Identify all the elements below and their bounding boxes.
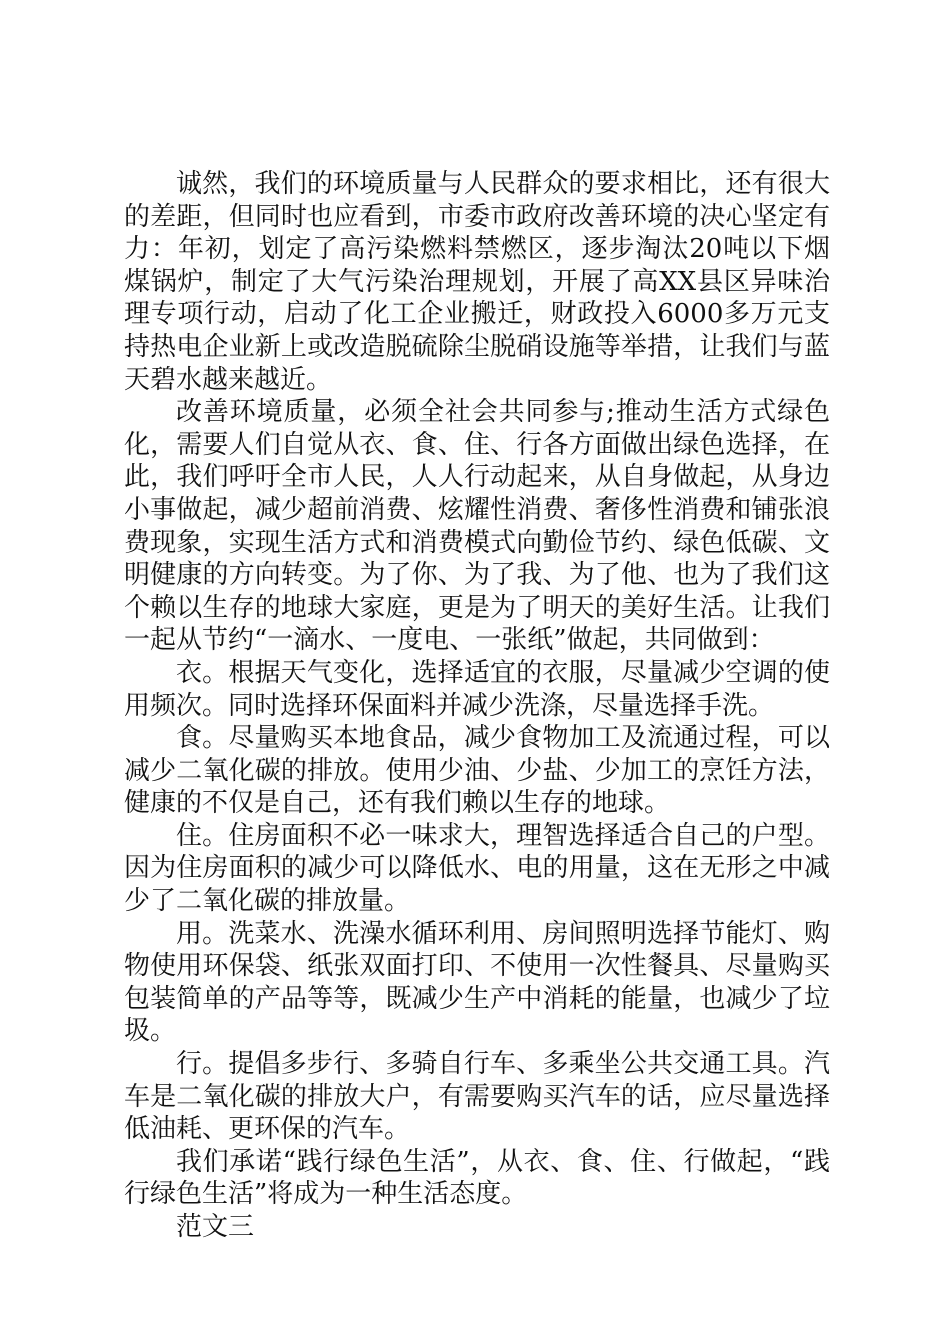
paragraph-environment-progress: 诚然，我们的环境质量与人民群众的要求相比，还有很大的差距，但同时也应看到，市委市政府改善环境的决心坚定有力：年初，划定了高污染燃料禁燃区，逐步淘汰20吨以下烟煤锅炉，制定了大气污染治理规划，开展了高XX县区异味治理专项行动，启动了化工企业搬迁，财政投入6000多万元支持热电企业新上或改造脱硫除尘脱硝设施等举措，让我们与蓝天碧水越来越近。: [124, 169, 830, 395]
section-heading-sample-three: 范文三: [176, 1212, 255, 1242]
document-body: [124, 168, 830, 1244]
paragraph-commitment: 我们承诺“践行绿色生活”，从衣、食、住、行做起，“践行绿色生活”将成为一种生活态度。: [124, 1146, 830, 1210]
paragraph-green-lifestyle-call: 改善环境质量，必须全社会共同参与;推动生活方式绿色化，需要人们自觉从衣、食、住、行各方面做出绿色选择，在此，我们呼吁全市人民，人人行动起来，从自身做起，从身边小事做起，减少超前消费、炫耀性消费、奢侈性消费和铺张浪费现象，实现生活方式和消费模式向勤俭节约、绿色低碳、文明健康的方向转变。为了你、为了我、为了他、也为了我们这个赖以生存的地球大家庭，更是为了明天的美好生活。让我们一起从节约“一滴水、一度电、一张纸”做起，共同做到：: [124, 397, 830, 656]
paragraph-food: 食。尽量购买本地食品，减少食物加工及流通过程，可以减少二氧化碳的排放。使用少油、少盐、少加工的烹饪方法，健康的不仅是自己，还有我们赖以生存的地球。: [124, 723, 830, 819]
paragraph-clothing: 衣。根据天气变化，选择适宜的衣服，尽量减少空调的使用频次。同时选择环保面料并减少洗涤，尽量选择手洗。: [124, 657, 830, 721]
paragraph-travel: 行。提倡多步行、多骑自行车、多乘坐公共交通工具。汽车是二氧化碳的排放大户，有需要购买汽车的话，应尽量选择低油耗、更环保的汽车。: [124, 1049, 830, 1145]
paragraph-housing: 住。住房面积不必一味求大，理智选择适合自己的户型。因为住房面积的减少可以降低水、电的用量，这在无形之中减少了二氧化碳的排放量。: [124, 820, 830, 917]
paragraph-usage: 用。洗菜水、洗澡水循环利用、房间照明选择节能灯、购物使用环保袋、纸张双面打印、不使用一次性餐具、尽量购买包装简单的产品等等，既减少生产中消耗的能量，也减少了垃圾。: [124, 918, 830, 1047]
